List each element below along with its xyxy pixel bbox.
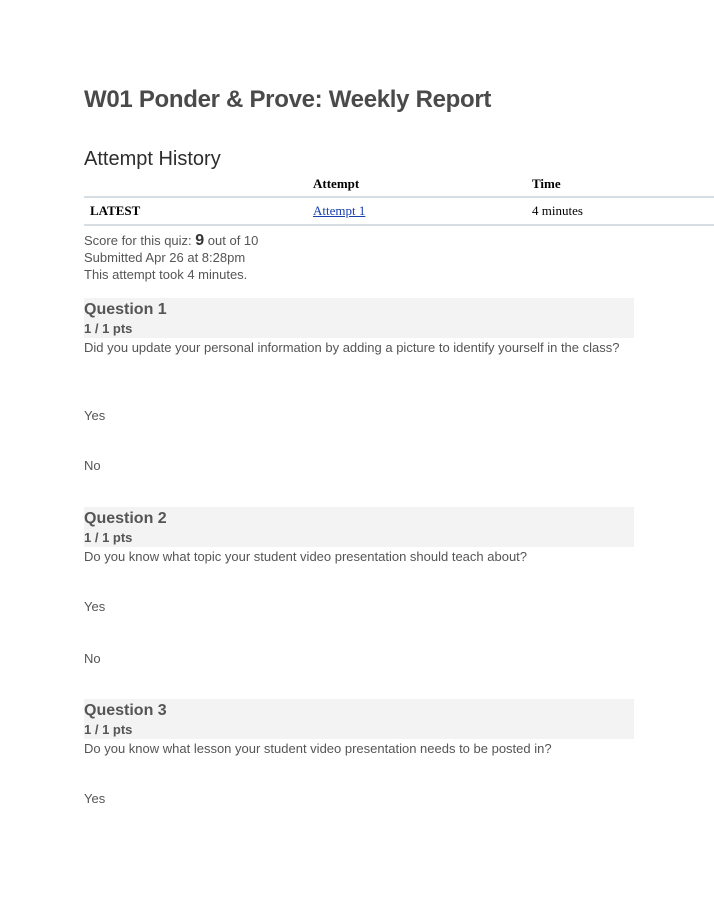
time-cell: 4 minutes: [526, 197, 714, 225]
question-2: [84, 507, 634, 666]
question-title: Question 1: [84, 301, 167, 318]
score-value: 9: [195, 232, 205, 249]
header-blank: [84, 172, 307, 197]
question-header: [84, 507, 634, 547]
answer-option: No: [84, 458, 101, 473]
submitted-line: Submitted Apr 26 at 8:28pm: [84, 250, 246, 265]
question-points: 1 / 1 pts: [84, 530, 133, 545]
question-points: 1 / 1 pts: [84, 321, 133, 336]
latest-label: LATEST: [84, 197, 307, 225]
question-points: 1 / 1 pts: [84, 722, 133, 737]
question-header: [84, 699, 634, 739]
question-text: Did you update your personal information by adding a picture to identify yourself in the class?: [84, 340, 620, 355]
question-1: [84, 298, 634, 473]
attempt-1-link[interactable]: Attempt 1: [313, 203, 366, 218]
answer-option: Yes: [84, 791, 106, 806]
header-time: Time: [526, 172, 714, 197]
question-title: Question 2: [84, 510, 167, 527]
quiz-summary: [84, 232, 258, 283]
question-3: [84, 699, 634, 806]
score-suffix: out of 10: [204, 233, 259, 248]
attempt-history-table: [84, 172, 714, 226]
question-text: Do you know what lesson your student video presentation needs to be posted in?: [84, 741, 552, 756]
attempt-cell: [307, 197, 526, 225]
table-row: [84, 197, 714, 225]
attempt-history-heading: Attempt History: [84, 148, 221, 170]
score-line: [84, 232, 258, 249]
answer-option: Yes: [84, 408, 106, 423]
question-header: [84, 298, 634, 338]
answer-option: No: [84, 651, 101, 666]
question-title: Question 3: [84, 702, 167, 719]
answer-option: Yes: [84, 599, 106, 614]
attempt-table-header-row: [84, 172, 714, 197]
page-title: W01 Ponder & Prove: Weekly Report: [84, 86, 492, 113]
question-text: Do you know what topic your student video presentation should teach about?: [84, 549, 528, 564]
header-attempt: Attempt: [307, 172, 526, 197]
score-prefix: Score for this quiz:: [84, 233, 196, 248]
duration-line: This attempt took 4 minutes.: [84, 267, 248, 282]
